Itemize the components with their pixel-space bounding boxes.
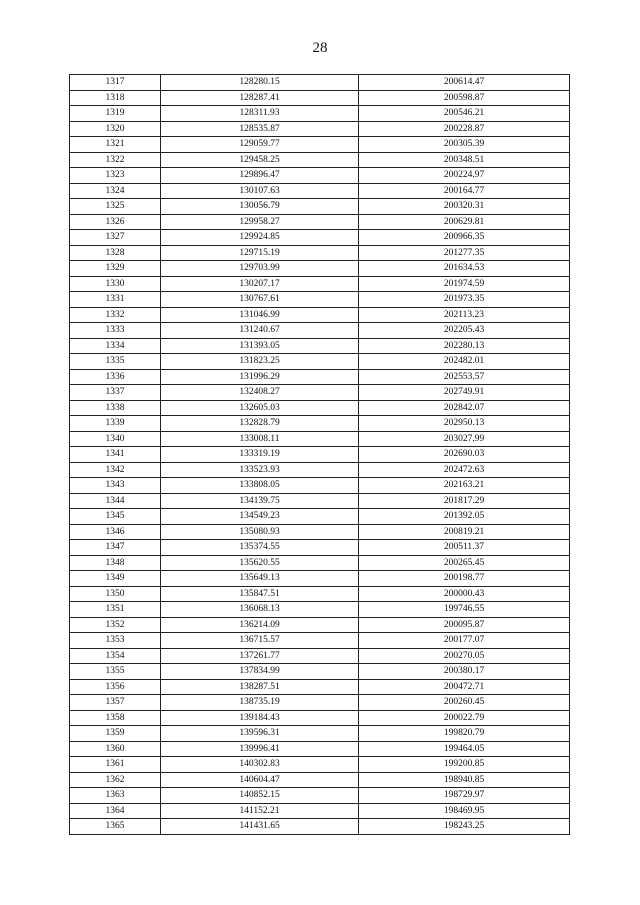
y-coordinate-cell: 199464.05 bbox=[359, 741, 570, 757]
y-coordinate-cell: 202163.21 bbox=[359, 478, 570, 494]
y-coordinate-cell: 200614.47 bbox=[359, 75, 570, 91]
point-number-cell: 1357 bbox=[70, 695, 161, 711]
x-coordinate-cell: 130056.79 bbox=[161, 199, 359, 215]
x-coordinate-cell: 138287.51 bbox=[161, 679, 359, 695]
table-row bbox=[70, 803, 570, 819]
table-row bbox=[70, 276, 570, 292]
point-number-cell: 1327 bbox=[70, 230, 161, 246]
table-row bbox=[70, 555, 570, 571]
page-number: 28 bbox=[312, 40, 328, 56]
x-coordinate-cell: 131823.25 bbox=[161, 354, 359, 370]
table-body bbox=[70, 75, 570, 835]
y-coordinate-cell: 200228.87 bbox=[359, 121, 570, 137]
point-number-cell: 1333 bbox=[70, 323, 161, 339]
point-number-cell: 1360 bbox=[70, 741, 161, 757]
y-coordinate-cell: 202482.01 bbox=[359, 354, 570, 370]
table-row bbox=[70, 493, 570, 509]
y-coordinate-cell: 199820.79 bbox=[359, 726, 570, 742]
point-number-cell: 1349 bbox=[70, 571, 161, 587]
y-coordinate-cell: 200260.45 bbox=[359, 695, 570, 711]
point-number-cell: 1344 bbox=[70, 493, 161, 509]
table-row bbox=[70, 168, 570, 184]
table-row bbox=[70, 152, 570, 168]
table-row bbox=[70, 633, 570, 649]
point-number-cell: 1335 bbox=[70, 354, 161, 370]
y-coordinate-cell: 201817.29 bbox=[359, 493, 570, 509]
table-row bbox=[70, 726, 570, 742]
y-coordinate-cell: 201277.35 bbox=[359, 245, 570, 261]
table-row bbox=[70, 431, 570, 447]
point-number-cell: 1330 bbox=[70, 276, 161, 292]
table-row bbox=[70, 509, 570, 525]
x-coordinate-cell: 138735.19 bbox=[161, 695, 359, 711]
x-coordinate-cell: 129958.27 bbox=[161, 214, 359, 230]
point-number-cell: 1351 bbox=[70, 602, 161, 618]
table-row bbox=[70, 106, 570, 122]
table-row bbox=[70, 679, 570, 695]
x-coordinate-cell: 139596.31 bbox=[161, 726, 359, 742]
point-number-cell: 1320 bbox=[70, 121, 161, 137]
table-row bbox=[70, 462, 570, 478]
y-coordinate-cell: 202690.03 bbox=[359, 447, 570, 463]
x-coordinate-cell: 137834.99 bbox=[161, 664, 359, 680]
y-coordinate-cell: 203027.99 bbox=[359, 431, 570, 447]
y-coordinate-cell: 199200.85 bbox=[359, 757, 570, 773]
table-row bbox=[70, 617, 570, 633]
y-coordinate-cell: 200629.81 bbox=[359, 214, 570, 230]
table-row bbox=[70, 261, 570, 277]
y-coordinate-cell: 200305.39 bbox=[359, 137, 570, 153]
y-coordinate-cell: 202950.13 bbox=[359, 416, 570, 432]
x-coordinate-cell: 131240.67 bbox=[161, 323, 359, 339]
y-coordinate-cell: 200348.51 bbox=[359, 152, 570, 168]
point-number-cell: 1317 bbox=[70, 75, 161, 91]
table-row bbox=[70, 695, 570, 711]
table-row bbox=[70, 416, 570, 432]
x-coordinate-cell: 129715.19 bbox=[161, 245, 359, 261]
y-coordinate-cell: 200000.43 bbox=[359, 586, 570, 602]
coordinates-table bbox=[69, 74, 570, 835]
point-number-cell: 1348 bbox=[70, 555, 161, 571]
table-row bbox=[70, 788, 570, 804]
point-number-cell: 1328 bbox=[70, 245, 161, 261]
table-row bbox=[70, 354, 570, 370]
table-row bbox=[70, 214, 570, 230]
x-coordinate-cell: 133319.19 bbox=[161, 447, 359, 463]
point-number-cell: 1362 bbox=[70, 772, 161, 788]
point-number-cell: 1364 bbox=[70, 803, 161, 819]
x-coordinate-cell: 131393.05 bbox=[161, 338, 359, 354]
y-coordinate-cell: 199746.55 bbox=[359, 602, 570, 618]
x-coordinate-cell: 130107.63 bbox=[161, 183, 359, 199]
x-coordinate-cell: 133008.11 bbox=[161, 431, 359, 447]
x-coordinate-cell: 129059.77 bbox=[161, 137, 359, 153]
table-row bbox=[70, 478, 570, 494]
point-number-cell: 1365 bbox=[70, 819, 161, 835]
table-row bbox=[70, 75, 570, 91]
point-number-cell: 1359 bbox=[70, 726, 161, 742]
table-row bbox=[70, 199, 570, 215]
point-number-cell: 1329 bbox=[70, 261, 161, 277]
y-coordinate-cell: 200472.71 bbox=[359, 679, 570, 695]
x-coordinate-cell: 128311.93 bbox=[161, 106, 359, 122]
y-coordinate-cell: 200095.87 bbox=[359, 617, 570, 633]
y-coordinate-cell: 202280.13 bbox=[359, 338, 570, 354]
y-coordinate-cell: 201973.35 bbox=[359, 292, 570, 308]
y-coordinate-cell: 200270.05 bbox=[359, 648, 570, 664]
point-number-cell: 1361 bbox=[70, 757, 161, 773]
point-number-cell: 1353 bbox=[70, 633, 161, 649]
table-row bbox=[70, 447, 570, 463]
point-number-cell: 1346 bbox=[70, 524, 161, 540]
point-number-cell: 1340 bbox=[70, 431, 161, 447]
x-coordinate-cell: 136214.09 bbox=[161, 617, 359, 633]
x-coordinate-cell: 129458.25 bbox=[161, 152, 359, 168]
table-row bbox=[70, 710, 570, 726]
y-coordinate-cell: 200177.07 bbox=[359, 633, 570, 649]
table-row bbox=[70, 137, 570, 153]
x-coordinate-cell: 132408.27 bbox=[161, 385, 359, 401]
table-row bbox=[70, 586, 570, 602]
point-number-cell: 1323 bbox=[70, 168, 161, 184]
table-row bbox=[70, 369, 570, 385]
x-coordinate-cell: 134549.23 bbox=[161, 509, 359, 525]
x-coordinate-cell: 134139.75 bbox=[161, 493, 359, 509]
x-coordinate-cell: 136068.13 bbox=[161, 602, 359, 618]
x-coordinate-cell: 128535.87 bbox=[161, 121, 359, 137]
x-coordinate-cell: 129703.99 bbox=[161, 261, 359, 277]
point-number-cell: 1354 bbox=[70, 648, 161, 664]
table-row bbox=[70, 524, 570, 540]
point-number-cell: 1350 bbox=[70, 586, 161, 602]
point-number-cell: 1331 bbox=[70, 292, 161, 308]
table-row bbox=[70, 245, 570, 261]
y-coordinate-cell: 201634.53 bbox=[359, 261, 570, 277]
table-row bbox=[70, 540, 570, 556]
point-number-cell: 1352 bbox=[70, 617, 161, 633]
y-coordinate-cell: 198469.95 bbox=[359, 803, 570, 819]
table-row bbox=[70, 307, 570, 323]
point-number-cell: 1318 bbox=[70, 90, 161, 106]
y-coordinate-cell: 201974.59 bbox=[359, 276, 570, 292]
x-coordinate-cell: 131996.29 bbox=[161, 369, 359, 385]
point-number-cell: 1334 bbox=[70, 338, 161, 354]
y-coordinate-cell: 202205.43 bbox=[359, 323, 570, 339]
y-coordinate-cell: 200164.77 bbox=[359, 183, 570, 199]
y-coordinate-cell: 200265.45 bbox=[359, 555, 570, 571]
y-coordinate-cell: 200022.79 bbox=[359, 710, 570, 726]
point-number-cell: 1342 bbox=[70, 462, 161, 478]
point-number-cell: 1338 bbox=[70, 400, 161, 416]
x-coordinate-cell: 133808.05 bbox=[161, 478, 359, 494]
y-coordinate-cell: 200320.31 bbox=[359, 199, 570, 215]
x-coordinate-cell: 140852.15 bbox=[161, 788, 359, 804]
y-coordinate-cell: 198940.85 bbox=[359, 772, 570, 788]
y-coordinate-cell: 200598.87 bbox=[359, 90, 570, 106]
x-coordinate-cell: 130767.61 bbox=[161, 292, 359, 308]
point-number-cell: 1341 bbox=[70, 447, 161, 463]
point-number-cell: 1332 bbox=[70, 307, 161, 323]
point-number-cell: 1356 bbox=[70, 679, 161, 695]
y-coordinate-cell: 198243.25 bbox=[359, 819, 570, 835]
x-coordinate-cell: 135080.93 bbox=[161, 524, 359, 540]
x-coordinate-cell: 129924.85 bbox=[161, 230, 359, 246]
x-coordinate-cell: 136715.57 bbox=[161, 633, 359, 649]
x-coordinate-cell: 135374.55 bbox=[161, 540, 359, 556]
y-coordinate-cell: 202842.07 bbox=[359, 400, 570, 416]
x-coordinate-cell: 141431.65 bbox=[161, 819, 359, 835]
table-row bbox=[70, 338, 570, 354]
x-coordinate-cell: 137261.77 bbox=[161, 648, 359, 664]
x-coordinate-cell: 130207.17 bbox=[161, 276, 359, 292]
table-row bbox=[70, 664, 570, 680]
point-number-cell: 1339 bbox=[70, 416, 161, 432]
table-row bbox=[70, 230, 570, 246]
y-coordinate-cell: 200380.17 bbox=[359, 664, 570, 680]
x-coordinate-cell: 135649.13 bbox=[161, 571, 359, 587]
y-coordinate-cell: 198729.97 bbox=[359, 788, 570, 804]
point-number-cell: 1324 bbox=[70, 183, 161, 199]
x-coordinate-cell: 132828.79 bbox=[161, 416, 359, 432]
y-coordinate-cell: 200511.37 bbox=[359, 540, 570, 556]
table-row bbox=[70, 121, 570, 137]
x-coordinate-cell: 139996.41 bbox=[161, 741, 359, 757]
table-row bbox=[70, 90, 570, 106]
table-row bbox=[70, 183, 570, 199]
table-row bbox=[70, 292, 570, 308]
y-coordinate-cell: 200966.35 bbox=[359, 230, 570, 246]
x-coordinate-cell: 133523.93 bbox=[161, 462, 359, 478]
point-number-cell: 1355 bbox=[70, 664, 161, 680]
y-coordinate-cell: 200198.77 bbox=[359, 571, 570, 587]
table-row bbox=[70, 385, 570, 401]
point-number-cell: 1321 bbox=[70, 137, 161, 153]
x-coordinate-cell: 140604.47 bbox=[161, 772, 359, 788]
table-row bbox=[70, 323, 570, 339]
point-number-cell: 1358 bbox=[70, 710, 161, 726]
point-number-cell: 1363 bbox=[70, 788, 161, 804]
x-coordinate-cell: 129896.47 bbox=[161, 168, 359, 184]
y-coordinate-cell: 200819.21 bbox=[359, 524, 570, 540]
point-number-cell: 1325 bbox=[70, 199, 161, 215]
x-coordinate-cell: 135847.51 bbox=[161, 586, 359, 602]
point-number-cell: 1337 bbox=[70, 385, 161, 401]
table-row bbox=[70, 757, 570, 773]
x-coordinate-cell: 139184.43 bbox=[161, 710, 359, 726]
x-coordinate-cell: 132605.03 bbox=[161, 400, 359, 416]
x-coordinate-cell: 140302.83 bbox=[161, 757, 359, 773]
x-coordinate-cell: 128287.41 bbox=[161, 90, 359, 106]
y-coordinate-cell: 202113.23 bbox=[359, 307, 570, 323]
point-number-cell: 1345 bbox=[70, 509, 161, 525]
point-number-cell: 1336 bbox=[70, 369, 161, 385]
point-number-cell: 1322 bbox=[70, 152, 161, 168]
y-coordinate-cell: 200224.97 bbox=[359, 168, 570, 184]
table-row bbox=[70, 400, 570, 416]
y-coordinate-cell: 200546.21 bbox=[359, 106, 570, 122]
y-coordinate-cell: 201392.05 bbox=[359, 509, 570, 525]
y-coordinate-cell: 202553.57 bbox=[359, 369, 570, 385]
x-coordinate-cell: 135620.55 bbox=[161, 555, 359, 571]
table-row bbox=[70, 772, 570, 788]
point-number-cell: 1343 bbox=[70, 478, 161, 494]
table-row bbox=[70, 602, 570, 618]
x-coordinate-cell: 131046.99 bbox=[161, 307, 359, 323]
table-row bbox=[70, 741, 570, 757]
table-row bbox=[70, 648, 570, 664]
y-coordinate-cell: 202472.63 bbox=[359, 462, 570, 478]
point-number-cell: 1347 bbox=[70, 540, 161, 556]
y-coordinate-cell: 202749.91 bbox=[359, 385, 570, 401]
table-row bbox=[70, 819, 570, 835]
table-row bbox=[70, 571, 570, 587]
x-coordinate-cell: 128280.15 bbox=[161, 75, 359, 91]
point-number-cell: 1319 bbox=[70, 106, 161, 122]
x-coordinate-cell: 141152.21 bbox=[161, 803, 359, 819]
point-number-cell: 1326 bbox=[70, 214, 161, 230]
